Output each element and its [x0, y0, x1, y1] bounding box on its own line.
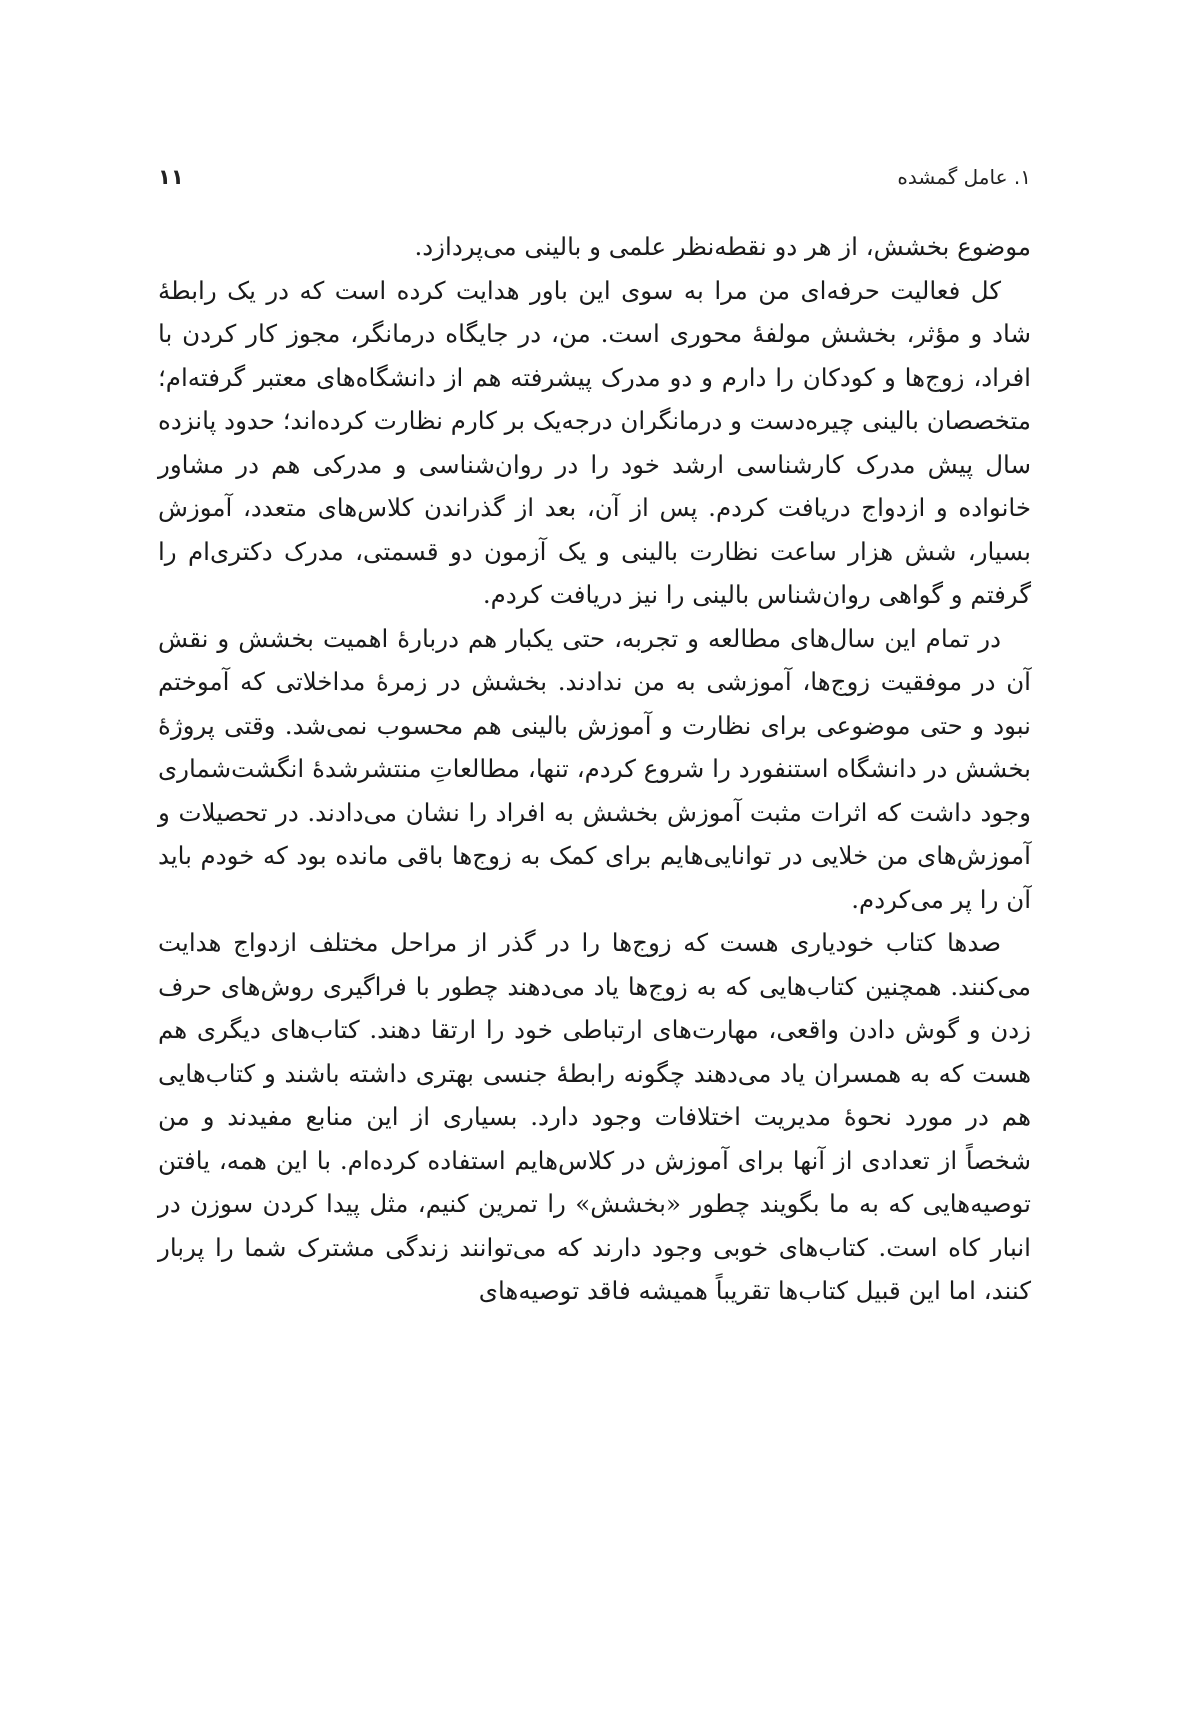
- paragraph-training-gap: در تمام این سال‌های مطالعه و تجربه، حتی یکبار هم دربارهٔ اهمیت بخشش و نقش آن در موفقیت زوج‌ها، آموزشی به من ندادند. بخشش در زمرهٔ مداخلاتی که آموختم نبود و حتی موضوعی برای نظارت و آموزش بالینی هم محسوب نمی‌شد. وقتی پروژهٔ بخشش در دانشگاه استنفورد را شروع کردم، تنها، مطالعاتِ منتشرشدهٔ انگشت‌شماری وجود داشت که اثرات مثبت آموزش بخشش به افراد را نشان می‌دادند. در تحصیلات و آموزش‌های من خلایی در توانایی‌هایم برای کمک به زوج‌ها باقی مانده بود که خودم باید آن را پر می‌کردم.: [158, 623, 1031, 914]
- body-text: [158, 225, 1031, 1313]
- paragraph-continued: موضوع بخشش، از هر دو نقطه‌نظر علمی و بالینی می‌پردازد.: [414, 232, 1031, 261]
- running-header: [158, 160, 1031, 194]
- paragraph-self-help-books: صدها کتاب خودیاری هست که زوج‌ها را در گذر از مراحل مختلف ازدواج هدایت می‌کنند. همچنین کتاب‌هایی که به زوج‌ها یاد می‌دهند چطور با فراگیری روش‌های حرف زدن و گوش دادن واقعی، مهارت‌های ارتباطی خود را ارتقا دهند. کتاب‌های دیگری هم هست که به همسران یاد می‌دهند چگونه رابطهٔ جنسی بهتری داشته باشند و کتاب‌هایی هم در مورد نحوهٔ مدیریت اختلافات وجود دارد. بسیاری از این منابع مفیدند و من شخصاً از تعدادی از آنها برای آموزش در کلاس‌هایم استفاده کرده‌ام. با این همه، یافتن توصیه‌هایی که به ما بگویند چطور «بخشش» را تمرین کنیم، مثل پیدا کردن سوزن در انبار کاه است. کتاب‌های خوبی وجود دارند که می‌توانند زندگی مشترک شما را پربار کنند، اما این قبیل کتاب‌ها تقریباً همیشه فاقد توصیه‌های: [158, 928, 1031, 1305]
- page-number: ۱۱: [158, 165, 184, 189]
- chapter-title: ۱. عامل گمشده: [897, 165, 1031, 189]
- paragraph-professional-background: کل فعالیت حرفه‌ای من مرا به سوی این باور هدایت کرده است که در یک رابطهٔ شاد و مؤثر، بخشش مولفهٔ محوری است. من، در جایگاه درمانگر، مجوز کار کردن با افراد، زوج‌ها و کودکان را دارم و دو مدرک پیشرفته هم از دانشگاه‌های معتبر گرفته‌ام؛ متخصصان بالینی چیره‌دست و درمانگران درجه‌یک بر کارم نظارت کرده‌اند؛ حدود پانزده سال پیش مدرک کارشناسی ارشد خود را در روان‌شناسی و مدرکی هم در مشاور خانواده و ازدواج دریافت کردم. پس از آن، بعد از گذراندن کلاس‌های متعدد، آموزش بسیار، شش هزار ساعت نظارت بالینی و یک آزمون دو قسمتی، مدرک دکتری‌ام را گرفتم و گواهی روان‌شناس بالینی را نیز دریافت کردم.: [158, 275, 1031, 609]
